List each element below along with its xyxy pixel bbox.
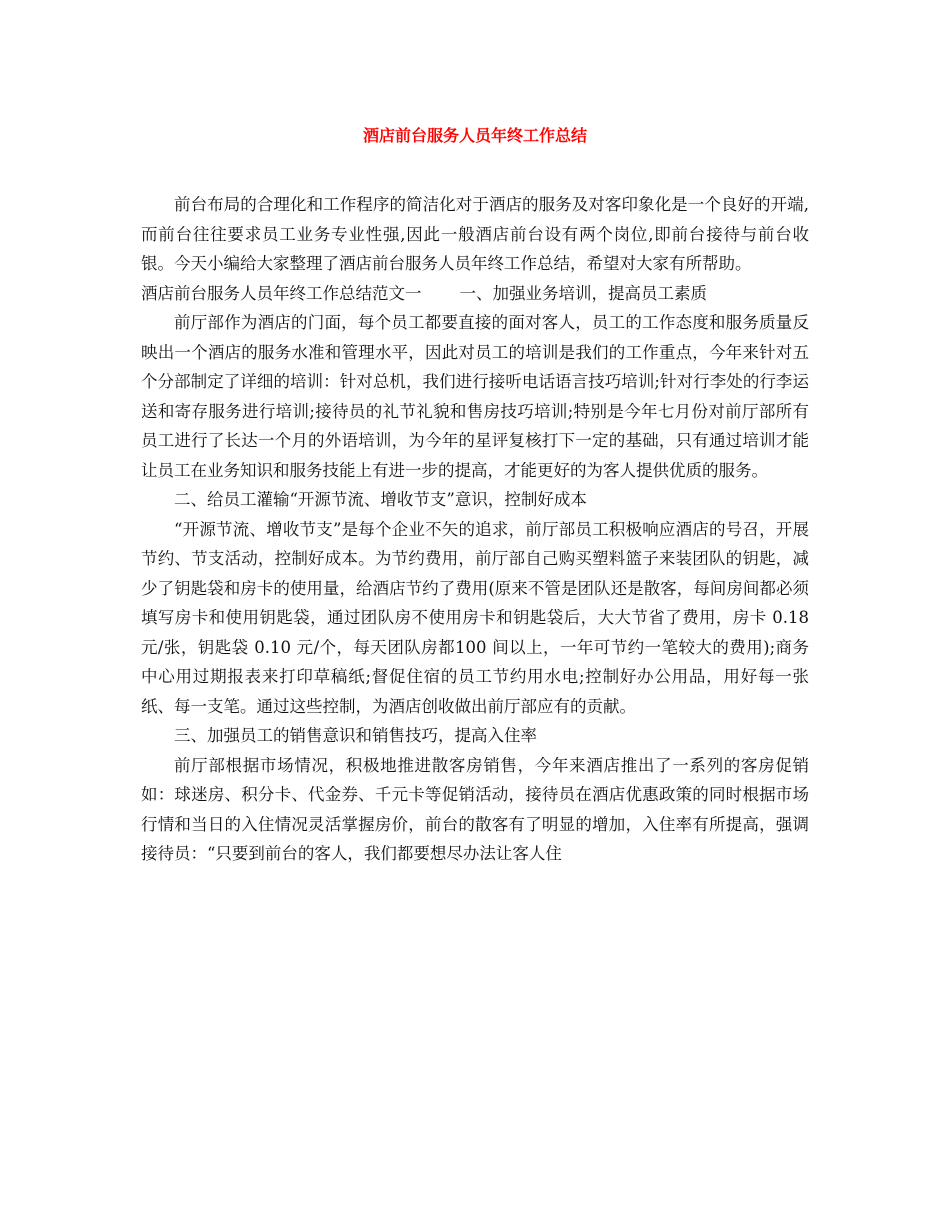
intro-paragraph: 前台布局的合理化和工作程序的简洁化对于酒店的服务及对客印象化是一个良好的开端,而前台往往要求员工业务专业性强,因此一般酒店前台设有两个岗位,即前台接待与前台收银。今天小编给大家整理了酒店前台服务人员年终工作总结，希望对大家有所帮助。 (141, 195, 809, 273)
document-body (141, 190, 809, 869)
section2-heading: 二、给员工灌输“开源节流、增收节支”意识，控制好成本 (174, 490, 587, 509)
section3-heading: 三、加强员工的销售意识和销售技巧，提高入住率 (174, 726, 537, 745)
section1-heading: 一、加强业务培训，提高员工素质 (459, 283, 707, 303)
document-title: 酒店前台服务人员年终工作总结 (362, 126, 587, 145)
section2-paragraph: “开源节流、增收节支”是每个企业不矢的追求，前厅部员工积极响应酒店的号召，开展节约、节支活动，控制好成本。为节约费用，前厅部自己购买塑料篮子来装团队的钥匙，减少了钥匙袋和房卡的使用量，给酒店节约了费用(原来不管是团队还是散客，每间房间都必须填写房卡和使用钥匙袋，通过团队房不使用房卡和钥匙袋后，大大节省了费用，房卡 0.18 元/张，钥匙袋 0.10 元/个，每天团队房都100 间以上，一年可节约一笔较大的费用);商务中心用过期报表来打印草稿纸;督促住宿的员工节约用水电;控制好办公用品，用好每一张纸、每一支笔。通过这些控制，为酒店创收做出前厅部应有的贡献。 (141, 519, 809, 716)
section3-paragraph: 前厅部根据市场情况，积极地推进散客房销售，今年来酒店推出了一系列的客房促销如：球迷房、积分卡、代金券、千元卡等促销活动，接待员在酒店优惠政策的同时根据市场行情和当日的入住情况灵活掌握房价，前台的散客有了明显的增加，入住率有所提高，强调接待员：“只要到前台的客人，我们都要想尽办法让客人住 (141, 755, 809, 863)
sample-heading-line (141, 279, 809, 309)
section1-paragraph: 前厅部作为酒店的门面，每个员工都要直接的面对客人，员工的工作态度和服务质量反映出一个酒店的服务水准和管理水平，因此对员工的培训是我们的工作重点，今年来针对五个分部制定了详细的培训：针对总机，我们进行接听电话语言技巧培训;针对行李处的行李运送和寄存服务进行培训;接待员的礼节礼貌和售房技巧培训;特别是今年七月份对前厅部所有员工进行了长达一个月的外语培训，为今年的星评复核打下一定的基础，只有通过培训才能让员工在业务知识和服务技能上有进一步的提高，才能更好的为客人提供优质的服务。 (141, 313, 809, 480)
sample-heading: 酒店前台服务人员年终工作总结范文一 (141, 283, 422, 303)
